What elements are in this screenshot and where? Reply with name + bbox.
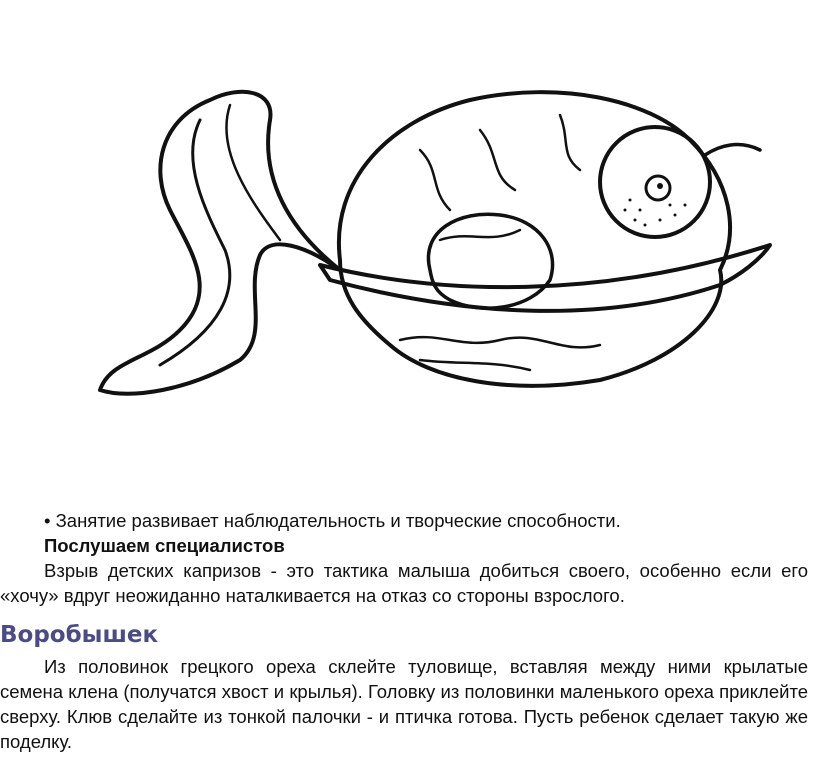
twig-beak (705, 145, 760, 155)
bullet-line: • Занятие развивает наблюдательность и творческие способности. (44, 510, 621, 531)
section-title: Воробышек (0, 622, 159, 648)
section-paragraph: Из половинок грецкого ореха склейте туловище, вставляя между ними крылатые семена клена (получатся хвост и крылья). Головку из половинки маленького ореха приклейте сверху. Клюв сделайте из тонкой палочки - и птичка готова. Пусть ребенок сделает такую же поделку. (0, 656, 808, 752)
experts-heading: Послушаем специалистов (44, 535, 285, 556)
walnut-body (339, 92, 730, 386)
article-text (0, 508, 808, 754)
head-nut-circle (600, 127, 710, 237)
maple-seed-wing (320, 245, 770, 311)
walnut-sparrow-illustration (40, 60, 780, 460)
experts-paragraph: Взрыв детских капризов - это тактика малыша добиться своего, особенно если его «хочу» вдруг неожиданно наталкивается на отказ со стороны взрослого. (0, 560, 808, 606)
